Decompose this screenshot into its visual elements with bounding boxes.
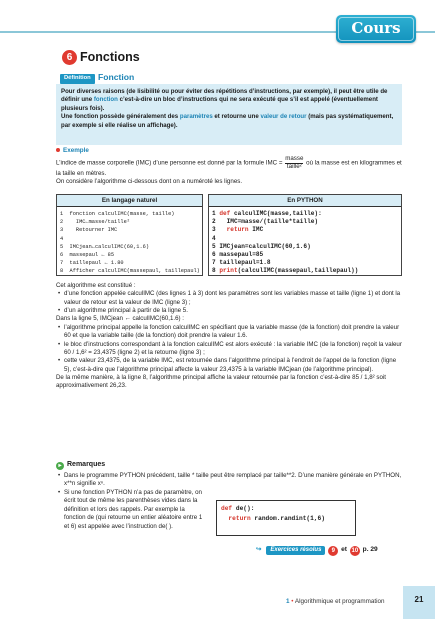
page-number: 21 bbox=[403, 586, 435, 619]
exemple-intro: L’indice de masse corporelle (IMC) d’une personne est donné par la formule IMC = $\frac{\text{masse}}{\text{taille²}}$ où la masse est en kilogrammes et la taille en mètres. On considère l’algorithme ci-dessous dont on a numéroté les lignes. bbox=[56, 155, 402, 186]
code-line: 4 bbox=[212, 234, 220, 242]
explanation-line5: Dans la ligne 5, IMCjean ← calculIMC(60,1.6) : bbox=[56, 315, 184, 323]
code-line: 5 IMCjean←calculIMC(60,1.6) bbox=[60, 243, 150, 250]
code-line: 2 IMC=masse/(taille*taille) bbox=[212, 218, 319, 226]
table-header-natural: En langage naturel bbox=[57, 195, 202, 207]
cours-tab: Cours bbox=[336, 15, 416, 43]
list-item: • d’une fonction appelée calculIMC (des lignes 1 à 3) dont les paramètres sont les variables masse et taille (ligne 1) et dont la valeur de retour est la valeur de IMC (ligne 3) ; bbox=[56, 290, 404, 307]
code-line: 3 return IMC bbox=[212, 226, 264, 234]
code-line: 6 massepaul ← 85 bbox=[60, 252, 115, 259]
definition-label: Définition bbox=[60, 74, 95, 84]
list-item: • le bloc d’instructions correspondant à la fonction calculIMC est alors exécuté : la variable IMC (de la fonction) reçoit la valeur 60 / 1,6² = 23,4375 (ligne 2) et la retourne (ligne 3) ; bbox=[56, 341, 404, 358]
definition-paragraph-2: Une fonction possède généralement des paramètres et retourne une valeur de retour (mais pas systématiquement, par exemple si elle réalise un affichage). bbox=[61, 113, 394, 129]
code-line: 3 Retourner IMC bbox=[60, 227, 118, 234]
remarques-heading: ▸ Remarques bbox=[56, 460, 105, 470]
list-item: • Si une fonction PYTHON n’a pas de paramètre, on écrit tout de même les parenthèses vides dans la définition et lors des rappels. Par exemple la fonction de (qui retourne un entier aléatoire entre 1 et 6) est appelée avec l’instruction de( ). bbox=[56, 489, 206, 531]
arrow-circle-icon: ▸ bbox=[56, 462, 64, 470]
exercise-badge: 10 bbox=[351, 548, 359, 554]
natural-language-table bbox=[56, 194, 203, 276]
exercise-badge: 9 bbox=[328, 546, 338, 556]
section-title: Fonctions bbox=[80, 50, 140, 64]
definition-title: Fonction bbox=[98, 72, 135, 82]
code-line: 7 taillepaul ← 1.80 bbox=[60, 260, 124, 267]
imc-fraction: $\frac{\text{masse}}{\text{taille²}}$ bbox=[285, 155, 304, 170]
exercices-link[interactable]: ↪ Exercices résolus 9 et 10 p. 29 bbox=[256, 546, 378, 554]
table-header-python: En PYTHON bbox=[209, 195, 401, 207]
natural-language-lines bbox=[57, 207, 202, 276]
explanation bbox=[56, 282, 404, 391]
code-line: 8 Afficher calculIMC(massepaul, taillepaul) bbox=[60, 268, 200, 275]
code-line: 7 taillepaul=1.8 bbox=[212, 259, 271, 267]
list-item: • Dans le programme PYTHON précédent, taille * taille peut être remplacé par taille**2. D’une manière générale en PYTHON, x**n signifie xⁿ. bbox=[56, 472, 404, 489]
list-item: • l’algorithme principal appelle la fonction calculIMC en spécifiant que la variable masse (de la fonction) doit prendre la valeur 60 et que la variable taille (de la fonction) doit prendre la valeur 1.6. bbox=[56, 324, 404, 341]
exercices-pill: Exercices résolus bbox=[266, 546, 325, 555]
code-line: 1 fonction calculIMC(masse, taille) bbox=[60, 211, 175, 217]
arrow-right-icon: ↪ bbox=[256, 546, 262, 553]
definition-box bbox=[56, 84, 402, 145]
section-number: 6 bbox=[62, 50, 77, 65]
code-line: 5 IMCjean=calculIMC(60,1.6) bbox=[212, 242, 311, 250]
code-line: 2 IMC←masse/taille² bbox=[60, 219, 130, 226]
code-line: 6 massepaul=85 bbox=[212, 251, 264, 259]
explanation-line8: De la même manière, à la ligne 8, l’algorithme principal affiche la valeur retournée par la fonction c’est-à-dire 85 / 1,8² soit approximativement 26,23. bbox=[56, 373, 386, 390]
python-lines bbox=[209, 207, 401, 276]
bullet-dot-icon bbox=[56, 148, 60, 152]
python-table bbox=[208, 194, 402, 276]
code-line: 1 def calculIMC(masse,taille): bbox=[212, 210, 322, 217]
code-line: 8 print(calculIMC(massepaul,taillepaul)) bbox=[212, 267, 359, 275]
definition-paragraph-1: Pour diverses raisons (de lisibilité ou pour éviter des répétitions d’instructions, par exemple), il peut être utile de définir une fonction c’est-à-dire un bloc d’instructions qui ne sera exécuté que s’il est appelé (éventuellement plusieurs fois). bbox=[61, 88, 388, 112]
footer-chapter: 1 • Algorithmique et programmation bbox=[286, 598, 385, 605]
de-function-code: def de(): return random.randint(1,6) bbox=[216, 500, 356, 536]
list-item: • d’un algorithme principal à partir de la ligne 5. bbox=[56, 307, 404, 315]
explanation-intro: Cet algorithme est constitué : bbox=[56, 282, 136, 289]
list-item: • cette valeur 23,4375, de la variable IMC, est retournée dans l’algorithme principal à l’endroit de l’appel de la fonction (ligne 5), c’est-à-dire que l’algorithme principal affecte la valeur 23,4375 à la variable IMCjean (de l’algorithme principal). bbox=[56, 357, 404, 374]
code-line: 4 bbox=[60, 235, 64, 242]
exemple-heading: Exemple bbox=[56, 147, 89, 155]
